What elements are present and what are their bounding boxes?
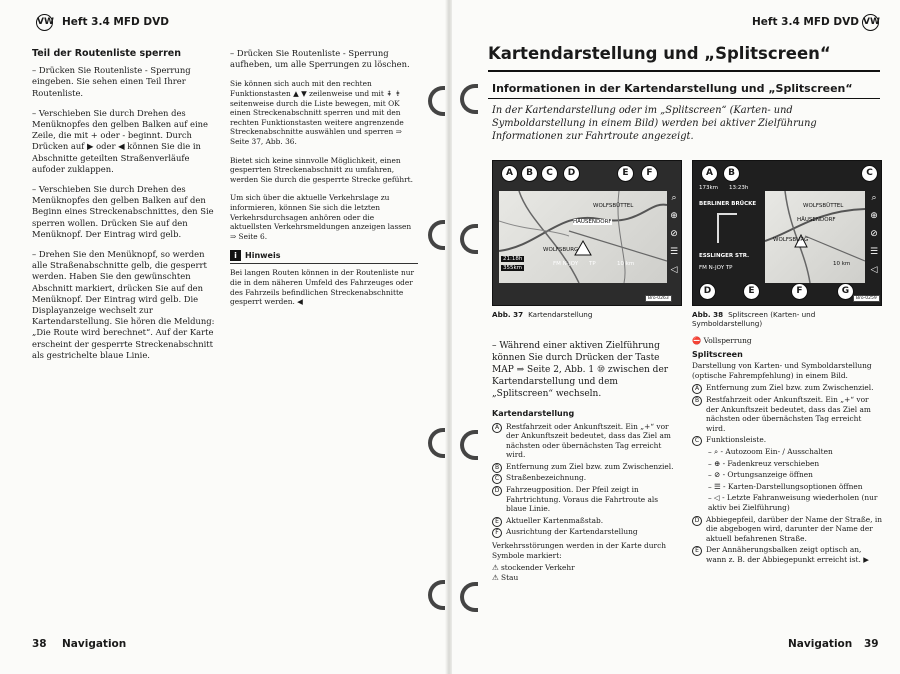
map-area xyxy=(499,191,667,283)
label-e: E xyxy=(617,165,634,182)
intro-text: In der Kartendarstellung oder im „Splitscreen“ (Karten- und Symboldarstellung in einem Bild) werden bei aktiver Zielführung Informationen zur Fahrtroute angezeigt. xyxy=(492,105,817,142)
label-e: E xyxy=(743,283,760,300)
map-roads xyxy=(499,191,667,283)
subtitle: Informationen in der Kartendarstellung und „Splitscreen“ xyxy=(492,82,853,95)
caption-text: Splitscreen (Karten- und Symboldarstellung) xyxy=(692,310,816,328)
paragraph: – Drehen Sie den Menüknopf, so werden alle Straßenabschnitte gelb, die gesperrt werden. Haben Sie den gewünschten Abschnitt markiert, drücken Sie auf den Menüknopf. Der Eintrag wird gelb. Die Displayanzeige wechselt zur Kartendarstellung. Sie hören die Meldung: „Die Route wird berechnet“. Auf der Karte erscheint der gesperrte Streckenabschnitt als gestrichelte blaue Linie. xyxy=(32,249,215,360)
map-label: WOLFSBÜTTEL xyxy=(803,203,844,209)
turn-arrow-icon xyxy=(717,213,737,243)
map-options-icon: ☰ xyxy=(669,247,679,257)
label-d: D xyxy=(699,283,716,300)
section-heading: Kartendarstellung xyxy=(492,409,575,418)
zoom-icon: ⌕ xyxy=(871,193,877,203)
location-icon: ⊘ xyxy=(670,229,678,239)
label-g: G xyxy=(837,283,854,300)
info-icon: i xyxy=(230,250,241,261)
paragraph: Verkehrsstörungen werden in der Karte durch Symbole markiert: xyxy=(492,541,666,560)
arrival-time: 13:23h xyxy=(729,185,749,191)
map-label: WOLFSBURG xyxy=(773,237,809,243)
map-label: WOLFSBÜTTEL xyxy=(593,203,634,209)
traffic-item: ⛔ Vollsperrung xyxy=(692,336,752,345)
caption-number: Abb. 38 xyxy=(692,310,724,319)
caption-text: Kartendarstellung xyxy=(528,310,593,319)
warning-icon: ⚠ xyxy=(492,563,499,573)
map-label: HÄUSENDORF xyxy=(797,217,836,223)
binder-ring-icon xyxy=(428,580,446,610)
map-scale: 10 km xyxy=(617,261,635,267)
paragraph: Bietet sich keine sinnvolle Möglichkeit, einen gesperrten Streckenabschnitt zu umfahren, werden Sie durch die gesperrte Strecke geführt. xyxy=(230,155,413,184)
binder-ring-icon xyxy=(428,428,446,458)
right-column-2 xyxy=(692,336,882,566)
paragraph: – Verschieben Sie durch Drehen des Menüknopfes den gelben Balken auf den Beginn eines Streckenabschnittes, den Sie sperren wollen. Drücken Sie auf den Menüknopf. Der Eintrag wird gelb. xyxy=(32,184,214,239)
binder-ring-icon xyxy=(460,582,478,612)
figure-37-map-display xyxy=(492,160,682,306)
distance: 173km xyxy=(699,185,719,191)
binder-ring-icon xyxy=(428,220,446,250)
left-column-1 xyxy=(32,48,218,370)
hinweis-box xyxy=(230,250,418,264)
figure-38-caption xyxy=(692,310,878,328)
figure-id: Bro-0259 xyxy=(853,295,880,302)
binder-ring-icon xyxy=(460,84,478,114)
function-item: – ☰ - Karten-Darstellungsoptionen öffnen xyxy=(708,481,863,491)
label-a: A xyxy=(701,165,718,182)
paragraph: – Während einer aktiven Zielführung können Sie durch Drücken der Taste MAP ⇒ Seite 2, Abb. 1 ⑩ zwischen der Kartendarstellung und dem „Splitscreen“ wechseln. xyxy=(492,341,669,399)
radio-station: FM N-JOY TP xyxy=(699,265,733,271)
label-b: B xyxy=(723,165,740,182)
vw-logo-icon: VW xyxy=(862,14,879,31)
figure-38-splitscreen xyxy=(692,160,882,306)
hinweis-text: Bei langen Routen können in der Routenliste nur die in dem näheren Umfeld des Fahrzeuges oder des Fahrzeils befindlichen Streckenabschnitte gesperrt werden. ◀ xyxy=(230,268,415,307)
subtitle-rule xyxy=(488,98,880,99)
legend-item: C Funktionsleiste. xyxy=(692,435,882,445)
crosshair-icon: ⊕ xyxy=(870,211,878,221)
paragraph: – Drücken Sie Routenliste - Sperrung aufheben, um alle Sperrungen zu löschen. xyxy=(230,48,410,70)
paragraph: Darstellung von Karten- und Symboldarstellung (optische Fahrempfehlung) in einem Bild. xyxy=(692,361,872,380)
label-f: F xyxy=(791,283,808,300)
next-street: BERLINER BRÜCKE xyxy=(699,201,757,207)
paragraph: Um sich über die aktuelle Verkehrslage zu informieren, können Sie sich die letzten Verkehrsdurchsagen anhören oder die aktuellsten Verkehrsmeldungen anzeigen lassen ⇒ Seite 6. xyxy=(230,193,412,241)
radio-station: FM N-JOY xyxy=(553,261,579,267)
header-title: Heft 3.4 MFD DVD xyxy=(62,16,169,28)
legend-item: E Aktueller Kartenmaßstab. xyxy=(492,516,680,526)
vw-logo-icon: VW xyxy=(36,14,53,31)
hinweis-title: Hinweis xyxy=(245,251,281,261)
legend-item: A Restfahrzeit oder Ankunftszeit. Ein „+“ vor der Ankunftszeit bedeutet, dass das Ziel am nächsten oder übernächsten Tag erreicht wird. xyxy=(492,422,680,460)
figure-37-caption xyxy=(492,310,592,319)
function-item: – ⌕ - Autozoom Ein- / Ausschalten xyxy=(708,446,833,456)
caption-number: Abb. 37 xyxy=(492,310,524,319)
legend-item: E Der Annäherungsbalken zeigt optisch an, wann z. B. der Abbiegepunkt erreicht ist. ▶ xyxy=(692,545,882,564)
label-a: A xyxy=(501,165,518,182)
repeat-instruction-icon: ◁ xyxy=(670,265,678,275)
current-street: ESSLINGER STR. xyxy=(699,253,750,259)
left-column-2 xyxy=(230,48,418,316)
arrival-time: 21:18h xyxy=(503,256,523,262)
right-page xyxy=(452,0,900,674)
function-item: – ◁ - Letzte Fahranweisung wiederholen (nur aktiv bei Zielführung) xyxy=(708,493,878,512)
crosshair-icon: ⊕ xyxy=(670,211,678,221)
legend-item: C Straßenbezeichnung. xyxy=(492,473,680,483)
legend-item: A Entfernung zum Ziel bzw. zum Zwischenziel. xyxy=(692,383,882,393)
page-title: Kartendarstellung und „Splitscreen“ xyxy=(488,44,831,63)
binder-ring-icon xyxy=(460,224,478,254)
right-column-1 xyxy=(492,340,680,582)
paragraph: Sie können sich auch mit den rechten Funktionstasten ▲ ▼ zeilenweise und mit ⇞ ⇟ seitenweise durch die Liste bewegen, mit OK einen Streckenabschnitt sperren und mit den rechten Funktionstasten weitere angrenzende Streckenabschnitte auswählen und sperren ⇒ Seite 37, Abb. 36. xyxy=(230,79,404,146)
no-entry-icon: ⛔ xyxy=(692,336,702,345)
traffic-item: ⚠ Stau xyxy=(492,572,519,582)
left-page xyxy=(0,0,449,674)
header-title: Heft 3.4 MFD DVD xyxy=(752,16,859,28)
label-b: B xyxy=(521,165,538,182)
footer-label: Navigation xyxy=(788,638,853,650)
legend-item: B Restfahrzeit oder Ankunftszeit. Ein „+“ vor der Ankunftszeit bedeutet, dass das Ziel am nächsten oder übernächsten Tag erreicht wird. xyxy=(692,395,882,433)
paragraph: – Verschieben Sie durch Drehen des Menüknopfes den gelben Balken auf eine Zeile, die mit + oder - beginnt. Durch Drücken auf ▶ oder ◀ können Sie die in Abschnitte geteilten Straßenverläufe aufoder zuklappen. xyxy=(32,107,208,174)
function-item: – ⊕ - Fadenkreuz verschieben xyxy=(708,458,820,468)
distance: 355km xyxy=(503,265,523,271)
map-label: WOLFSBURG xyxy=(543,247,579,253)
section-title: Teil der Routenliste sperren xyxy=(32,48,182,59)
page-number: 38 xyxy=(32,638,47,650)
section-heading: Splitscreen xyxy=(692,349,743,359)
location-icon: ⊘ xyxy=(870,229,878,239)
footer-label: Navigation xyxy=(62,638,127,650)
map-scale: 10 km xyxy=(833,261,851,267)
paragraph: – Drücken Sie Routenliste - Sperrung eingeben. Sie sehen einen Teil Ihrer Routenliste. xyxy=(32,65,191,98)
label-f: F xyxy=(641,165,658,182)
legend-item: B Entfernung zum Ziel bzw. zum Zwischenziel. xyxy=(492,462,680,472)
label-c: C xyxy=(861,165,878,182)
legend-item: F Ausrichtung der Kartendarstellung xyxy=(492,527,680,537)
title-rule xyxy=(488,70,880,72)
label-c: C xyxy=(541,165,558,182)
tp-indicator: TP xyxy=(589,261,596,267)
traffic-item: ⚠ stockender Verkehr xyxy=(492,563,575,573)
map-options-icon: ☰ xyxy=(869,247,879,257)
legend-item: D Abbiegepfeil, darüber der Name der Straße, in die abgebogen wird, darunter der Name der aktuell befahrenen Straße. xyxy=(692,515,882,544)
legend-item: D Fahrzeugposition. Der Pfeil zeigt in Fahrtrichtung. Voraus die Fahrtroute als blaue Linie. xyxy=(492,485,680,514)
figure-id: Bro-0263 xyxy=(645,295,672,302)
map-label: HÄUSENDORF xyxy=(573,219,612,225)
page-number: 39 xyxy=(864,638,879,650)
binder-ring-icon xyxy=(428,86,446,116)
label-d: D xyxy=(563,165,580,182)
zoom-icon: ⌕ xyxy=(671,193,677,203)
repeat-instruction-icon: ◁ xyxy=(870,265,878,275)
function-item: – ⊘ - Ortungsanzeige öffnen xyxy=(708,470,813,480)
warning-icon: ⚠ xyxy=(492,572,499,582)
binder-ring-icon xyxy=(460,430,478,460)
